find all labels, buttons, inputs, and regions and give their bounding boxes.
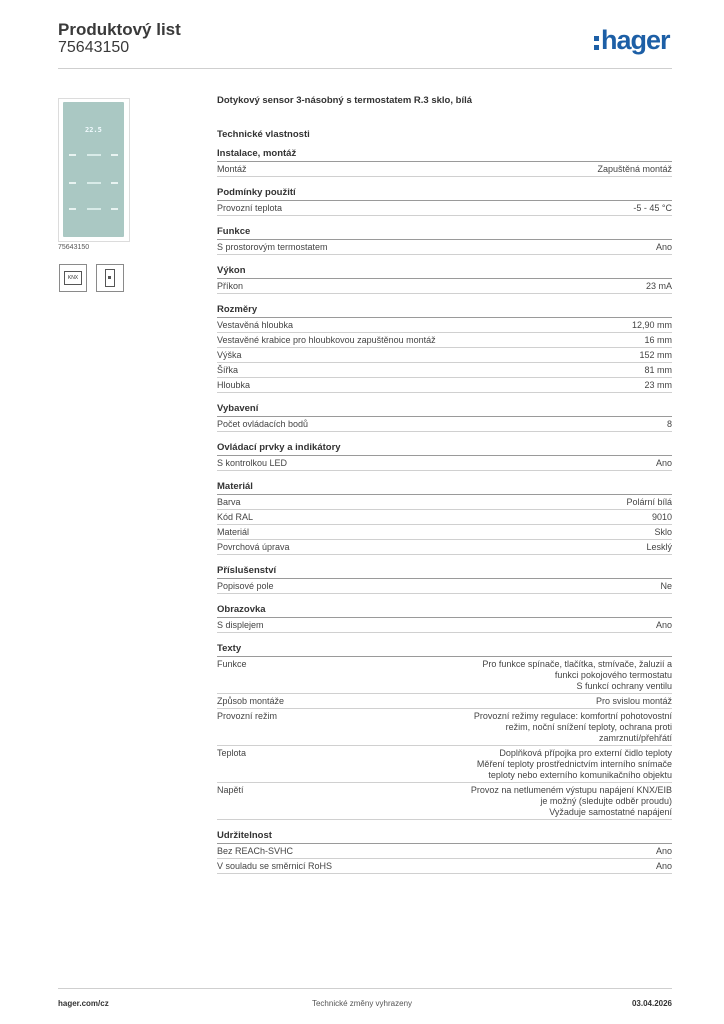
footer-date: 03.04.2026: [631, 999, 672, 1008]
spec-value: Provoz na netlumeném výstupu napájení KNX/EIB je možný (sledujte odběr proudu) Vyžaduje samostatné napájení: [470, 785, 672, 817]
spec-row: [217, 694, 672, 709]
spec-section: [217, 604, 672, 633]
spec-value: Lesklý: [646, 542, 672, 552]
spec-label: Povrchová úprava: [217, 542, 290, 552]
spec-value: Ano: [655, 620, 672, 630]
spec-section: [217, 265, 672, 294]
spec-value: 152 mm: [639, 350, 672, 360]
spec-value: Polární bílá: [626, 497, 672, 507]
spec-row: [217, 348, 672, 363]
spec-label: Kód RAL: [217, 512, 254, 522]
spec-label: Provozní teplota: [217, 203, 283, 213]
spec-row: [217, 279, 672, 294]
spec-label: Šířka: [217, 365, 239, 375]
spec-section-title: Funkce: [217, 226, 672, 240]
spec-section-title: Příslušenství: [217, 565, 672, 579]
spec-value: 23 mm: [644, 380, 672, 390]
spec-section: [217, 148, 672, 177]
header-divider: [58, 68, 672, 69]
spec-row: [217, 417, 672, 432]
spec-row: [217, 859, 672, 874]
spec-label: S displejem: [217, 620, 264, 630]
spec-section-title: Rozměry: [217, 304, 672, 318]
knx-symbol-icon: [59, 264, 87, 292]
spec-value: Zapuštěná montáž: [597, 164, 672, 174]
spec-label: S kontrolkou LED: [217, 458, 288, 468]
spec-section: [217, 226, 672, 255]
spec-value: 23 mA: [645, 281, 672, 291]
spec-label: Napětí: [217, 785, 244, 795]
spec-value: Provozní režimy regulace: komfortní pohotovostní režim, noční snížení teploty, ochrana proti zamrznutí/přehřátí: [473, 711, 672, 743]
technical-heading: Technické vlastnosti: [217, 129, 310, 140]
spec-label: Způsob montáže: [217, 696, 285, 706]
spec-label: Barva: [217, 497, 241, 507]
spec-value: Ne: [660, 581, 672, 591]
spec-row: [217, 495, 672, 510]
footer-website-link[interactable]: hager.com/cz: [58, 999, 109, 1008]
spec-row: [217, 201, 672, 216]
spec-section-title: Materiál: [217, 481, 672, 495]
footer-disclaimer: Technické změny vyhrazeny: [311, 999, 413, 1008]
logo-dots-icon: [594, 36, 599, 50]
panel-button-row: [69, 180, 118, 185]
product-details: [217, 95, 672, 874]
spec-section: [217, 643, 672, 820]
spec-label: Popisové pole: [217, 581, 274, 591]
glass-panel: [63, 102, 124, 237]
spec-value: 16 mm: [644, 335, 672, 345]
spec-label: S prostorovým termostatem: [217, 242, 328, 252]
product-number: 75643150: [58, 39, 130, 56]
spec-label: Funkce: [217, 659, 247, 669]
spec-section: [217, 481, 672, 555]
spec-section: [217, 304, 672, 393]
spec-value: Sklo: [654, 527, 672, 537]
spec-label: Bez REACh-SVHC: [217, 846, 294, 856]
spec-section: [217, 403, 672, 432]
spec-value: 81 mm: [644, 365, 672, 375]
spec-value: Pro svislou montáž: [595, 696, 672, 706]
spec-row: [217, 709, 672, 746]
spec-sections: [217, 148, 672, 874]
spec-value: Doplňková přípojka pro externí čidlo teploty Měření teploty prostřednictvím interního snímače teploty nebo externího komunikačního objektu: [476, 748, 672, 780]
spec-row: [217, 579, 672, 594]
spec-row: [217, 363, 672, 378]
spec-value: Ano: [655, 846, 672, 856]
flush-mount-symbol-icon: [96, 264, 124, 292]
spec-value: 8: [666, 419, 672, 429]
panel-display: 22.5: [85, 126, 102, 134]
page-title: Produktový list: [58, 20, 181, 39]
spec-row: [217, 746, 672, 783]
knx-symbol-label: KNX: [64, 271, 82, 285]
spec-label: Hloubka: [217, 380, 251, 390]
hager-logo[interactable]: [594, 27, 670, 53]
spec-section-title: Výkon: [217, 265, 672, 279]
spec-section: [217, 830, 672, 874]
spec-row: [217, 657, 672, 694]
spec-row: [217, 378, 672, 393]
spec-label: Vestavěná hloubka: [217, 320, 294, 330]
spec-row: [217, 240, 672, 255]
spec-section: [217, 187, 672, 216]
spec-label: Vestavěné krabice pro hloubkovou zapuštěnou montáž: [217, 335, 436, 345]
spec-row: [217, 783, 672, 820]
spec-section-title: Vybavení: [217, 403, 672, 417]
panel-button-row: [69, 152, 118, 157]
spec-label: Materiál: [217, 527, 250, 537]
spec-value: Pro funkce spínače, tlačítka, stmívače, žaluzií a funkci pokojového termostatu S funkcí ochrany ventilu: [482, 659, 672, 691]
logo-text: hager: [601, 25, 670, 55]
product-title: Dotykový sensor 3-násobný s termostatem R.3 sklo, bílá: [217, 95, 473, 106]
spec-value: Ano: [655, 458, 672, 468]
spec-row: [217, 618, 672, 633]
image-caption: 75643150: [58, 244, 90, 251]
spec-label: Teplota: [217, 748, 247, 758]
spec-value: 12,90 mm: [631, 320, 672, 330]
spec-row: [217, 456, 672, 471]
spec-value: -5 - 45 °C: [633, 203, 672, 213]
footer-divider: [58, 988, 672, 989]
spec-section: [217, 442, 672, 471]
spec-row: [217, 318, 672, 333]
panel-button-row: [69, 206, 118, 211]
spec-label: Provozní režim: [217, 711, 278, 721]
spec-value: 9010: [651, 512, 672, 522]
spec-section-title: Udržitelnost: [217, 830, 672, 844]
spec-label: Počet ovládacích bodů: [217, 419, 309, 429]
spec-label: Výška: [217, 350, 242, 360]
spec-section-title: Podmínky použití: [217, 187, 672, 201]
spec-section-title: Ovládací prvky a indikátory: [217, 442, 672, 456]
spec-row: [217, 540, 672, 555]
spec-label: Příkon: [217, 281, 244, 291]
spec-value: Ano: [655, 242, 672, 252]
spec-row: [217, 333, 672, 348]
spec-row: [217, 844, 672, 859]
spec-label: V souladu se směrnicí RoHS: [217, 861, 333, 871]
spec-value: Ano: [655, 861, 672, 871]
spec-section-title: Instalace, montáž: [217, 148, 672, 162]
spec-section-title: Texty: [217, 643, 672, 657]
spec-section-title: Obrazovka: [217, 604, 672, 618]
spec-label: Montáž: [217, 164, 247, 174]
spec-row: [217, 510, 672, 525]
product-image: [58, 98, 130, 242]
spec-row: [217, 162, 672, 177]
spec-section: [217, 565, 672, 594]
spec-row: [217, 525, 672, 540]
